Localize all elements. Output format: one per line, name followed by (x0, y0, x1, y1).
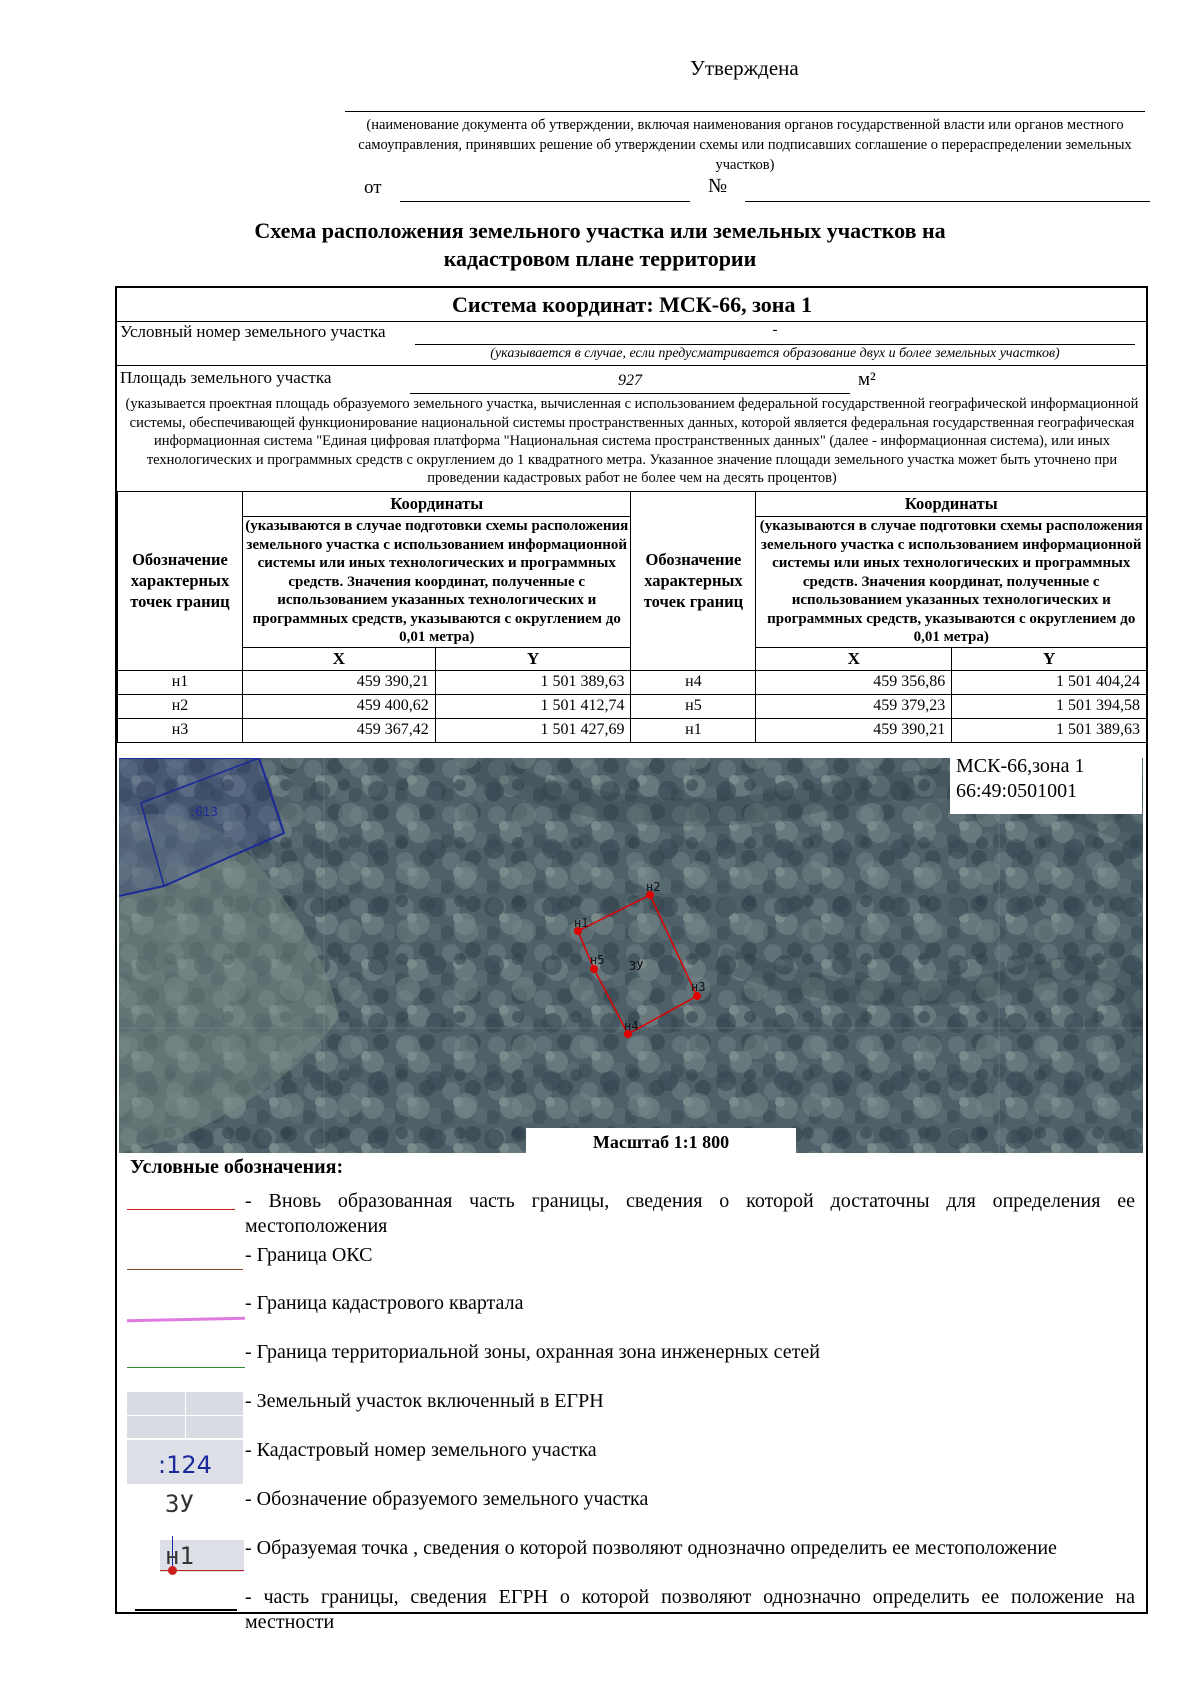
plot-number-value: - (772, 322, 778, 338)
area-value: 927 (618, 372, 642, 389)
approval-line (345, 111, 1145, 112)
x-value: 459 356,86 (756, 670, 952, 694)
point-name: н5 (631, 694, 756, 718)
aerial-map (119, 758, 1143, 1153)
number-label: № (708, 175, 728, 197)
point-label-n2: н2 (646, 880, 661, 894)
y-value: 1 501 389,63 (952, 718, 1147, 742)
legend-item: - Граница кадастрового квартала (245, 1292, 524, 1314)
x-value: 459 379,23 (756, 694, 952, 718)
approval-note: (наименование документа об утверждении, включая наименования органов государственной власти или органов местного самоуправления, принявших решение об утверждении схемы или подписавших соглашение о перераспределении земельных участков) (358, 117, 1132, 173)
document-title: Схема расположения земельного участка или земельных участков на кадастровом плане территории (254, 218, 946, 271)
point-label-n4: н4 (624, 1019, 639, 1033)
legend-title: Условные обозначения: (130, 1156, 344, 1178)
point-label-n3: н3 (691, 980, 706, 994)
legend-cadastral-number-sample: :124 (127, 1440, 243, 1484)
area-unit: м² (858, 369, 876, 390)
legend-item: - Вновь образованная часть границы, сведения о которой достаточны для определения ее местоположения (245, 1190, 1135, 1237)
legend-black-line-icon (135, 1609, 237, 1611)
legend-point-label-sample: н1 (165, 1542, 194, 1570)
coordinates-table (117, 491, 1147, 743)
legend-point-icon (160, 1540, 244, 1572)
approved-label: Утверждена (690, 56, 799, 80)
table-row (118, 694, 1147, 718)
legend-green-line-icon (127, 1367, 245, 1368)
x-header: X (756, 647, 952, 670)
plot-number-note: (указывается в случае, если предусматривается образование двух и более земельных участков) (490, 346, 1060, 361)
date-line (400, 201, 690, 202)
divider (117, 365, 1147, 366)
area-label: Площадь земельного участка (120, 368, 332, 387)
parcel-label: ЗУ (629, 959, 644, 973)
point-label-n1: н1 (574, 916, 589, 930)
y-value: 1 501 394,58 (952, 694, 1147, 718)
coords-note: (указываются в случае подготовки схемы расположения земельного участка с использованием информационной системы или иных технологических и программных средств. Значения координат, полученные с использованием указанных технологических и программных средств, указываются с округлением до 0,01 метра) (756, 517, 1147, 648)
y-value: 1 501 389,63 (435, 670, 631, 694)
point-name: н2 (118, 694, 243, 718)
point-header: Обозначение характерных точек границ (118, 492, 243, 671)
coords-header: Координаты (242, 492, 631, 517)
map-corner-label (950, 754, 1142, 814)
scale-label: Масштаб 1:1 800 (526, 1128, 796, 1154)
point-name: н1 (118, 670, 243, 694)
point-name: н1 (631, 718, 756, 742)
coords-note: (указываются в случае подготовки схемы расположения земельного участка с использованием информационной системы или иных технологических и программных средств. Значения координат, полученные с использованием указанных технологических и программных средств, указываются с округлением до 0,01 метра) (242, 517, 631, 648)
x-value: 459 390,21 (756, 718, 952, 742)
neighbor-parcel-number: :613 (191, 805, 218, 819)
legend-item: - Граница ОКС (245, 1244, 373, 1266)
plot-number-label: Условный номер земельного участка (120, 322, 386, 341)
x-value: 459 400,62 (242, 694, 435, 718)
y-value: 1 501 427,69 (435, 718, 631, 742)
legend-item: - Образуемая точка , сведения о которой позволяют однозначно определить ее местоположение (245, 1537, 1057, 1559)
point-name: н4 (631, 670, 756, 694)
cadastral-quarter-number: 66:49:0501001 (956, 780, 1078, 802)
table-row (118, 718, 1147, 742)
number-line (745, 201, 1150, 202)
point-header: Обозначение характерных точек границ (631, 492, 756, 671)
zone-label: МСК-66,зона 1 (956, 755, 1085, 777)
x-value: 459 367,42 (242, 718, 435, 742)
legend-red-line-icon (127, 1209, 235, 1210)
x-header: X (242, 647, 435, 670)
x-value: 459 390,21 (242, 670, 435, 694)
plot-number-line (415, 344, 1135, 345)
coords-header: Координаты (756, 492, 1147, 517)
y-header: Y (435, 647, 631, 670)
legend-item: - Обозначение образуемого земельного участка (245, 1488, 649, 1510)
date-label: от (364, 177, 382, 198)
legend-egrn-parcel-icon (127, 1392, 243, 1438)
legend-brown-line-icon (127, 1269, 243, 1270)
point-label-n5: н5 (590, 953, 605, 967)
coordinate-system-title: Система координат: МСК-66, зона 1 (117, 288, 1147, 322)
table-row (118, 670, 1147, 694)
legend-item: - часть границы, сведения ЕГРН о которой позволяют однозначно определить ее положение на местности (245, 1586, 1135, 1633)
legend-item: - Кадастровый номер земельного участка (245, 1439, 597, 1461)
point-name: н3 (118, 718, 243, 742)
y-value: 1 501 404,24 (952, 670, 1147, 694)
legend-parcel-label-sample: ЗУ (165, 1490, 194, 1518)
legend-item: - Земельный участок включенный в ЕГРН (245, 1390, 604, 1412)
legend-item: - Граница территориальной зоны, охранная зона инженерных сетей (245, 1341, 820, 1363)
area-note: (указывается проектная площадь образуемого земельного участка, вычисленная с использованием федеральной государственной географической информационной системы, обеспечивающей функционирование национальной системы пространственных данных, которой является федеральная государственная географическая информационная система "Единая цифровая платформа "Национальная система пространственных данных" (далее - информационная система), или иных технологических и программных средств с округлением до 1 квадратного метра. Указанное значение площади земельного участка может быть уточнено при проведении кадастровых работ не более чем на десять процентов) (125, 396, 1139, 486)
area-line (410, 393, 850, 394)
y-value: 1 501 412,74 (435, 694, 631, 718)
y-header: Y (952, 647, 1147, 670)
